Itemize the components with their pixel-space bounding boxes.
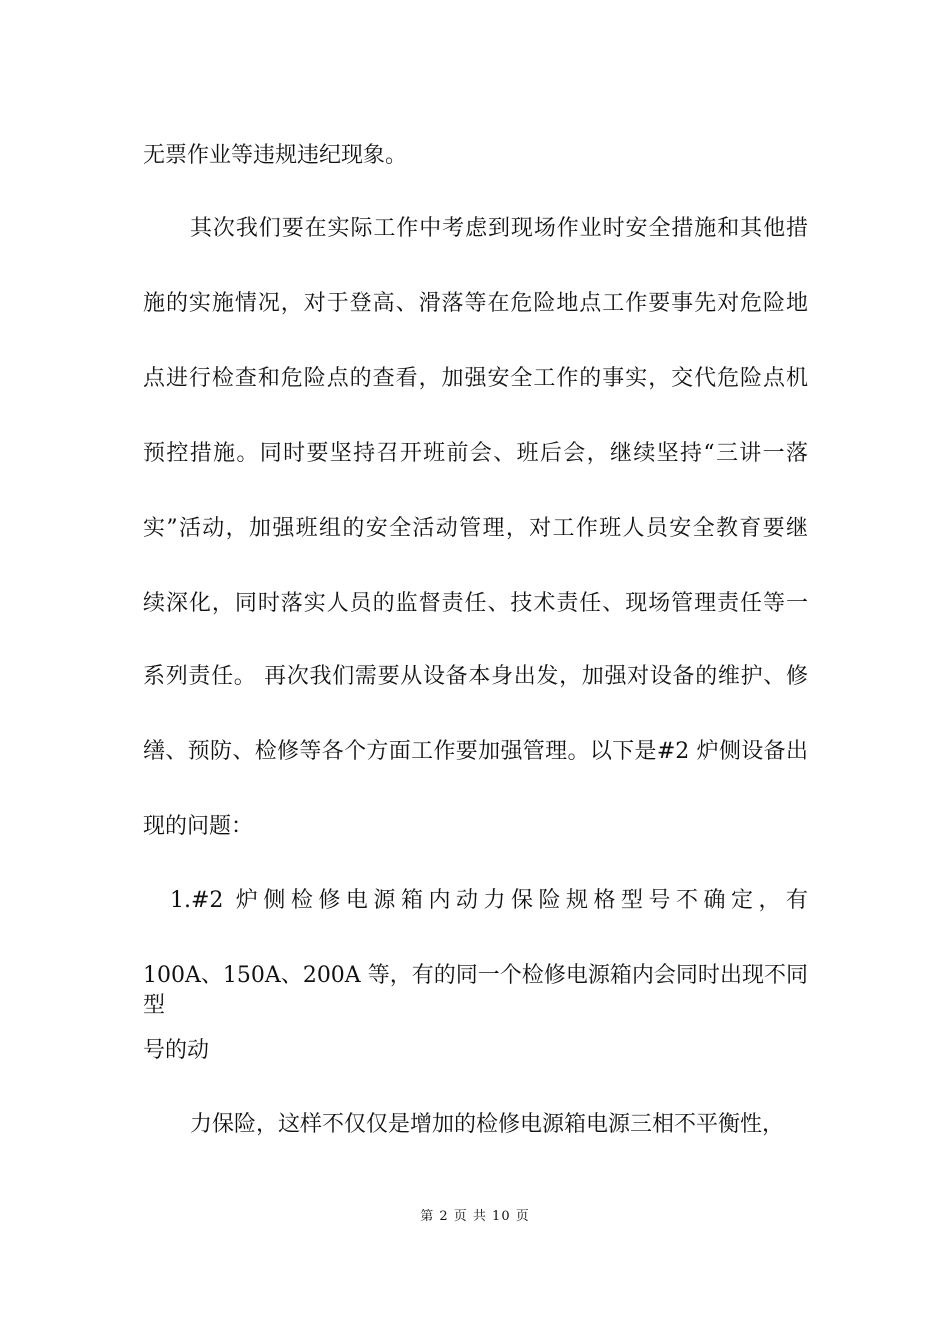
paragraph-line: 点进行检查和危险点的查看，加强安全工作的事实，交代危险点机 bbox=[143, 366, 808, 391]
paragraph-line: 无票作业等违规违纪现象。 bbox=[143, 143, 408, 168]
paragraph-line: 力保险，这样不仅仅是增加的检修电源箱电源三相不平衡性， bbox=[190, 1112, 785, 1137]
list-item-line: 1.#2 炉侧检修电源箱内动力保险规格型号不确定，有 bbox=[170, 888, 808, 913]
paragraph-line: 100A、150A、200A 等，有的同一个检修电源箱内会同时出现不同型 bbox=[143, 963, 808, 1018]
paragraph-line: 预控措施。同时要坚持召开班前会、班后会，继续坚持“三讲一落 bbox=[143, 441, 808, 466]
paragraph-line: 施的实施情况，对于登高、滑落等在危险地点工作要事先对危险地 bbox=[143, 291, 808, 316]
paragraph-line: 实”活动，加强班组的安全活动管理，对工作班人员安全教育要继 bbox=[143, 516, 808, 541]
paragraph-line: 现的问题： bbox=[143, 814, 254, 839]
paragraph-line: 系列责任。 再次我们需要从设备本身出发，加强对设备的维护、修 bbox=[143, 664, 808, 689]
paragraph-line: 号的动 bbox=[143, 1038, 210, 1063]
page-number-footer: 第 2 页 共 10 页 bbox=[420, 1209, 530, 1224]
paragraph-line: 其次我们要在实际工作中考虑到现场作业时安全措施和其他措 bbox=[190, 216, 808, 241]
paragraph-line: 缮、预防、检修等各个方面工作要加强管理。以下是#2 炉侧设备出 bbox=[143, 739, 808, 764]
paragraph-line: 续深化，同时落实人员的监督责任、技术责任、现场管理责任等一 bbox=[143, 591, 808, 616]
